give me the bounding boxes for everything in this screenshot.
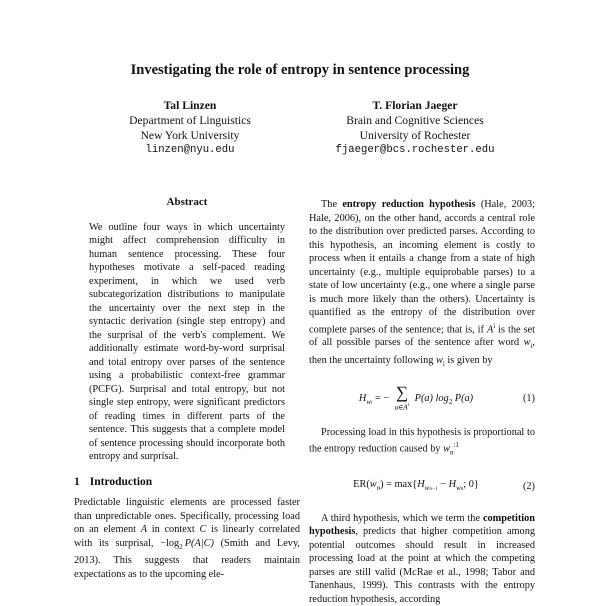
math-var: H [358, 392, 367, 404]
math-expr: = max{ [383, 478, 418, 490]
math-sub: 2 [179, 542, 183, 551]
text-run: is linearly correlated with its surprisal, [74, 524, 300, 549]
footnote-marker: :1 [453, 441, 459, 450]
text-run: (Smith and Levy, 2013). This suggests that readers maintain expectations as to the upcoming ele- [74, 537, 300, 580]
math-var: w [443, 443, 450, 455]
math-op: = − [372, 392, 390, 404]
abstract-heading: Abstract [166, 196, 208, 208]
limit-text: a∈A [394, 403, 408, 412]
section-number: 1 [74, 475, 80, 488]
math-sup: i [493, 321, 496, 330]
author-affiliation: Brain and Cognitive Sciences [346, 114, 484, 127]
math-var: H [417, 478, 425, 490]
entropy-reduction-paragraph [309, 198, 535, 372]
math-expr: P(a) [452, 392, 474, 404]
math-sub: 2 [448, 397, 453, 406]
summation-symbol [394, 382, 410, 412]
keyword: entropy reduction hypothesis [342, 199, 476, 210]
equation-2 [309, 476, 535, 498]
math-op: − [437, 478, 449, 490]
left-column [74, 196, 300, 581]
section-heading-introduction [74, 476, 300, 490]
text-run: , predicts that higher competition among potential outcomes should result in increased processing load at the point at which the competing parses are still valid (McRae et al., 1998; Tabor and Tanenhaus, 1999). This contrasts with the entropy reduction hypothesis, according [309, 526, 535, 605]
math-subsub: n [460, 486, 464, 492]
math-var: A [486, 323, 494, 335]
author-institution: University of Rochester [359, 129, 471, 142]
math-expr: P(A|C) [184, 537, 214, 549]
math-sub [425, 484, 438, 492]
limit-sup: i [407, 402, 410, 408]
math-var: w [456, 483, 461, 492]
math-var: w [424, 483, 430, 492]
math-sub: n [449, 448, 454, 457]
author-email: fjaeger@bcs.rochester.edu [335, 144, 495, 156]
text-run: (Hale, 2003; Hale, 2006), on the other hand, accords a central role to the distribution over predicted parses. According to this hypothesis, an incoming element is costly to process when it entails a change from a state of high uncertainty (e.g., multiple equiprobable parses) to a state of low uncertainty (e.g., one where a single parse is much more likely than the others). Uncertainty is quantified as the entropy of the distribution over complete parses of the sentence; that is, if [309, 199, 536, 335]
math-expr: ; 0} [463, 478, 479, 490]
intro-paragraph [74, 496, 300, 581]
math-subsub: i [371, 400, 373, 406]
text-run: is given by [444, 354, 493, 366]
keyword: competition hypothesis [309, 512, 535, 538]
text-run: The [321, 199, 343, 210]
equation-number: (1) [522, 392, 535, 404]
section-title: Introduction [89, 475, 153, 488]
text-run: Predictable linguistic elements are processed faster than unpredictable ones. Specifically, processing load on an element [74, 497, 300, 535]
author-name: T. Florian Jaeger [372, 99, 458, 112]
sigma: ∑ [395, 382, 408, 402]
math-var: w [369, 478, 377, 490]
competition-paragraph [309, 512, 535, 606]
equation-number: (2) [522, 481, 535, 493]
right-column [309, 198, 535, 606]
math-var: A [140, 524, 148, 535]
processing-load-paragraph [309, 426, 535, 460]
math-var: H [448, 478, 457, 490]
text-run: in context [147, 524, 200, 535]
text-run: Processing load in this hypothesis is proportional to the entropy reduction caused by [309, 426, 535, 455]
author-institution: New York University [140, 129, 240, 142]
math-subsub: n−1 [429, 486, 438, 492]
math-sub: n [376, 483, 381, 492]
paper-title: Investigating the role of entropy in sentence processing [130, 62, 470, 78]
math-sub: i [530, 342, 533, 351]
author-block-1 [75, 98, 305, 158]
equation-body [309, 478, 523, 497]
text-run: is the set of all possible parses of the sentence after word [309, 323, 536, 349]
math-expr: ) [380, 478, 384, 490]
abstract-text: We outline four ways in which uncertainty might affect comprehension difficulty in human sentence processing. These four hypotheses motivate a self-paced reading experiment, in which we used verb subcategorization distributions to manipulate the uncertainty over the next step in the syntactic derivation (single step entropy) and the surprisal of the verb's complement. We additionally estimate word-by-word surprisal and total entropy over parses of the sentence using a probabilistic context-free grammar (PCFG). Surprisal and total entropy, but not single step entropy, were significant predictors of reading times in different parts of the sentence. This suggests that a complete model of sentence processing should incorporate both entropy and surprisal. [89, 221, 285, 462]
text-run: , then the uncertainty following [309, 337, 535, 366]
author-block-2 [300, 98, 530, 158]
math-var: w [435, 354, 443, 366]
math-var: C [199, 524, 207, 535]
equation-body [309, 382, 523, 412]
summation-limit [395, 401, 409, 412]
math-expr: −log [160, 537, 180, 549]
author-affiliation: Department of Linguistics [129, 114, 251, 127]
text-run: A third hypothesis, which we term the [321, 512, 483, 524]
math-var: w [366, 397, 371, 406]
math-expr: ER( [353, 478, 370, 490]
math-expr: P(a) log [414, 392, 449, 404]
math-var: w [523, 337, 531, 349]
math-sub: i [442, 360, 445, 369]
author-email: linzen@nyu.edu [145, 144, 235, 156]
equation-1 [309, 382, 535, 416]
author-name: Tal Linzen [163, 99, 217, 112]
